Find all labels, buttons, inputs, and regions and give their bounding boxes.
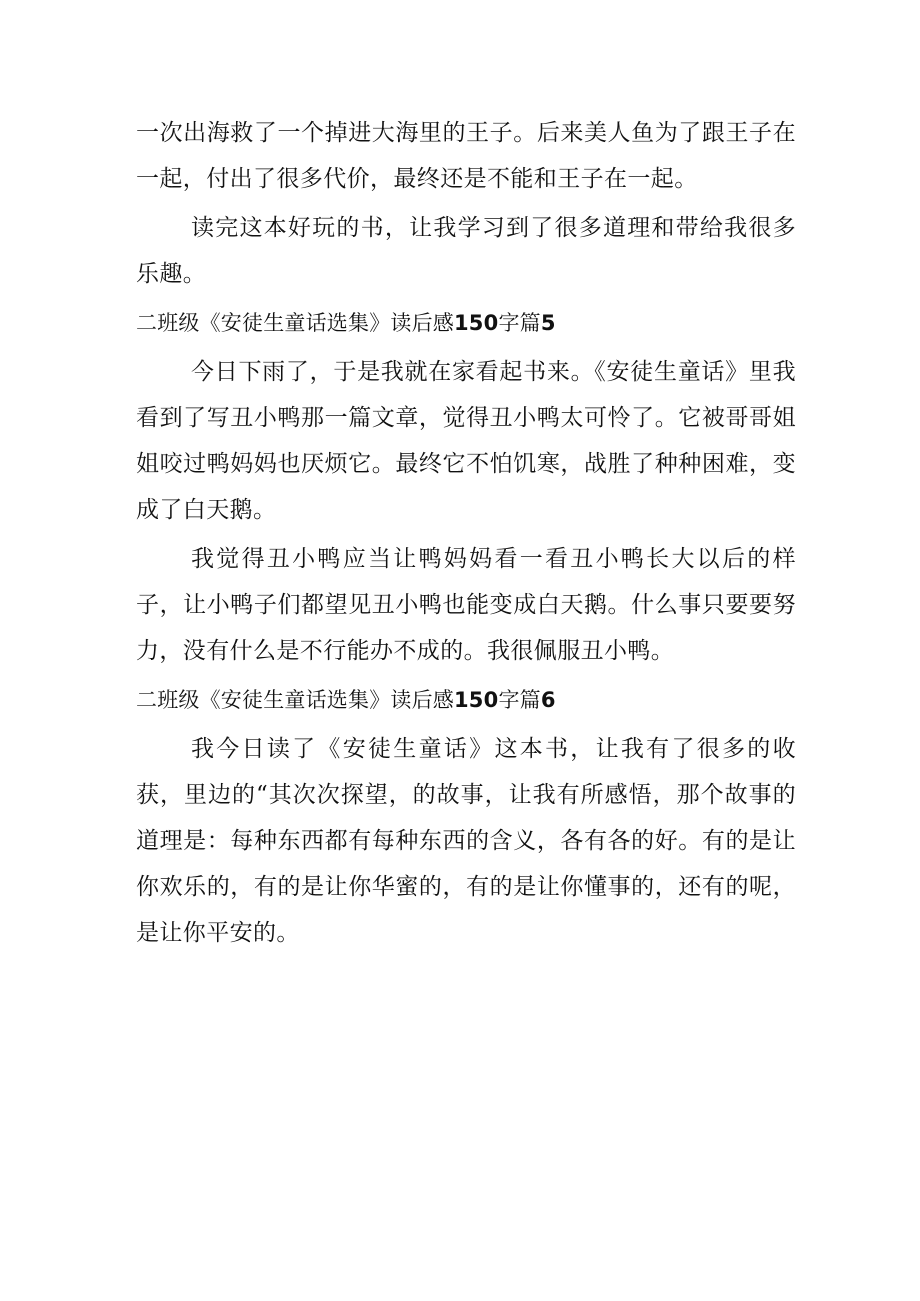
heading-prefix: 二班级《安徒生童话选集》读后感 xyxy=(136,688,454,712)
heading-word-count: 150 xyxy=(454,688,499,712)
heading-index: 5 xyxy=(540,311,556,335)
heading-word-count: 150 xyxy=(454,311,499,335)
section-heading-5 xyxy=(136,300,796,346)
paragraph-ugly-duckling-thoughts: 我觉得丑小鸭应当让鸭妈妈看一看丑小鸭长大以后的样子，让小鸭子们都望见丑小鸭也能变成白天鹅。什么事只要要努力，没有什么是不行能办不成的。我很佩服丑小鸭。 xyxy=(136,546,796,664)
heading-suffix: 字篇 xyxy=(498,688,541,712)
heading-index: 6 xyxy=(540,688,556,712)
heading-suffix: 字篇 xyxy=(498,311,541,335)
section-heading-6 xyxy=(136,677,796,723)
paragraph-second-visit-story: 我今日读了《安徒生童话》这本书，让我有了很多的收获，里边的“其次次探望，的故事，让我有所感悟，那个故事的道理是：每种东西都有每种东西的含义，各有各的好。有的是让你欢乐的，有的是让你华蜜的，有的是让你懂事的，还有的呢，是让你平安的。 xyxy=(136,736,796,946)
paragraph-reading-reflection: 读完这本好玩的书，让我学习到了很多道理和带给我很多乐趣。 xyxy=(136,215,796,287)
document-body xyxy=(136,110,796,959)
heading-prefix: 二班级《安徒生童话选集》读后感 xyxy=(136,311,454,335)
paragraph-mermaid-ending: 一次出海救了一个掉进大海里的王子。后来美人鱼为了跟王子在一起，付出了很多代价，最终还是不能和王子在一起。 xyxy=(136,120,796,192)
paragraph-ugly-duckling-story: 今日下雨了，于是我就在家看起书来。《安徒生童话》里我看到了写丑小鸭那一篇文章，觉得丑小鸭太可怜了。它被哥哥姐姐咬过鸭妈妈也厌烦它。最终它不怕饥寒，战胜了种种困难，变成了白天鹅。 xyxy=(136,359,796,523)
